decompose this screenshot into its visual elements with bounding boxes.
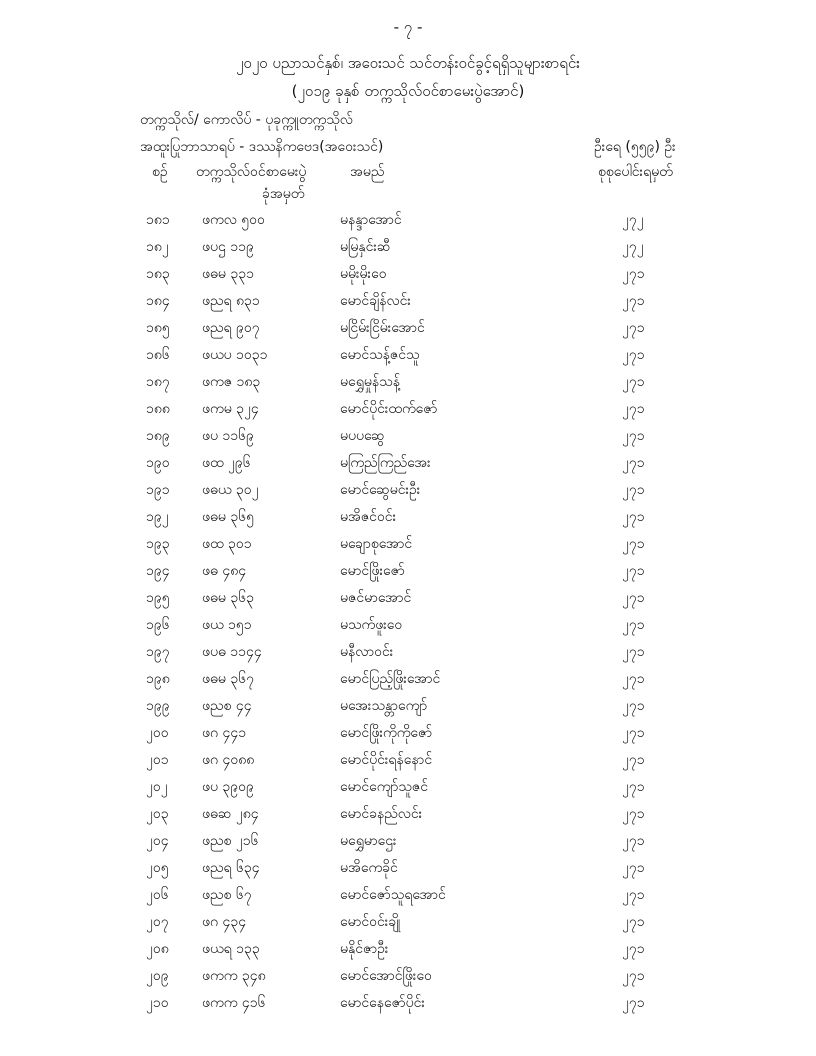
cell-serial: ၂၀၃	[146, 806, 169, 822]
table-row	[0, 854, 816, 881]
cell-exam-id: ဖပ ၁၁၆၉	[202, 428, 254, 444]
table-row	[0, 395, 816, 422]
cell-name: မောင်ပိုင်းထက်ဇော်	[340, 401, 438, 417]
cell-serial: ၂၀၂	[146, 779, 168, 795]
table-row	[0, 962, 816, 989]
cell-marks: ၂၇၁	[622, 995, 645, 1011]
cell-name: မောင်နေဇော်ပိုင်း	[340, 995, 425, 1011]
cell-marks: ၂၇၁	[622, 941, 645, 957]
cell-exam-id: ဖညစ ၂၁၆	[202, 833, 259, 849]
cell-name: မောင်ဆွေမင်းဦး	[340, 482, 421, 498]
cell-exam-id: ဖကလ ၅၀၀	[202, 212, 265, 228]
cell-marks: ၂၇၁	[622, 806, 645, 822]
cell-exam-id: ဖဓ ၄၈၄	[202, 563, 247, 579]
cell-name: မရွှေမာဌေး	[340, 833, 397, 849]
cell-exam-id: ဖညစ ၄၄	[202, 698, 252, 714]
cell-exam-id: ဖဓမ ၃၆၃	[202, 590, 254, 606]
cell-serial: ၁၉၂	[146, 509, 169, 525]
cell-name: မောင်ပြည့်ဖြိုးအောင်	[340, 671, 441, 687]
cell-exam-id: ဖယ ၁၅၁	[202, 617, 252, 633]
document-title: ၂၀၂၀ ပညာသင်နှစ်၊ အဝေးသင် သင်တန်းဝင်ခွင့်ရရှိသူများစာရင်း	[236, 54, 580, 72]
cell-name: မမြနှင်းဆီ	[340, 239, 391, 255]
cell-serial: ၁၈၅	[146, 320, 170, 336]
cell-name: မပပဆွေ	[340, 428, 385, 444]
cell-name: မအေးသန္တာကျော်	[340, 698, 428, 714]
cell-marks: ၂၇၁	[622, 887, 645, 903]
cell-exam-id: ဖကမ ၃၂၄	[202, 401, 259, 417]
cell-serial: ၂၀၇	[146, 914, 169, 930]
cell-serial: ၁၉၁	[146, 482, 170, 498]
cell-marks: ၂၇၁	[622, 833, 645, 849]
cell-name: မသက်ဖူးဝေ	[340, 617, 403, 633]
cell-name: မငြိမ်းငြိမ်းအောင်	[340, 320, 425, 336]
cell-marks: ၂၇၁	[622, 698, 645, 714]
cell-name: မမိုးမိုးဝေ	[340, 266, 387, 282]
cell-serial: ၁၈၆	[146, 347, 170, 363]
table-row	[0, 692, 816, 719]
cell-marks: ၂၇၁	[622, 617, 645, 633]
cell-exam-id: ဖညရ ၆၃၄	[202, 860, 260, 876]
major-label: အထူးပြုဘာသာရပ် - ဒဿနိကဗေဒ(အဝေးသင်)	[140, 139, 384, 155]
cell-name: မနီလာဝင်း	[340, 644, 394, 660]
cell-name: မောင်ခနည်လင်း	[340, 806, 423, 822]
cell-name: မောင်သန့်ဇင်သူ	[340, 347, 420, 363]
cell-name: မနန္ဒာအောင်	[340, 212, 402, 228]
cell-marks: ၂၇၁	[622, 860, 645, 876]
cell-name: မချောစုအောင်	[340, 536, 413, 552]
header-total-marks: စုစုပေါင်းရမှတ်	[598, 164, 673, 180]
cell-marks: ၂၇၁	[622, 590, 645, 606]
table-row	[0, 719, 816, 746]
table-row	[0, 503, 816, 530]
cell-marks: ၂၇၁	[622, 563, 645, 579]
cell-name: မောင်ဖြိုးဇော်	[340, 563, 405, 579]
cell-exam-id: ဖပ ၃၉၀၉	[202, 779, 254, 795]
header-serial: စဉ်	[152, 164, 168, 180]
cell-serial: ၂၀၅	[146, 860, 169, 876]
cell-name: မောင်အောင်ဖြိုးဝေ	[340, 968, 432, 984]
cell-name: မရွှေမှုန်သန့်	[340, 374, 400, 390]
cell-exam-id: ဖကက ၃၄၈	[202, 968, 266, 984]
cell-exam-id: ဖညစ ၆၇	[202, 887, 252, 903]
cell-serial: ၁၈၃	[146, 266, 170, 282]
cell-exam-id: ဖထ ၂၉၆	[202, 455, 251, 471]
cell-serial: ၁၉၅	[146, 590, 170, 606]
cell-serial: ၁၈၄	[146, 293, 170, 309]
cell-name: မဇင်မာအောင်	[340, 590, 412, 606]
cell-exam-id: ဖဂ ၄၃၄	[202, 914, 247, 930]
total-count-label: ဦးရေ (၅၅၉) ဦး	[594, 139, 676, 155]
cell-serial: ၂၀၉	[146, 968, 169, 984]
cell-name: မောင်ဇော်သူရအောင်	[340, 887, 446, 903]
table-row	[0, 908, 816, 935]
table-row	[0, 449, 816, 476]
cell-exam-id: ဖထ ၃၀၁	[202, 536, 252, 552]
cell-serial: ၁၉၇	[146, 644, 170, 660]
cell-exam-id: ဖဓယ ၃၀၂	[202, 482, 259, 498]
table-row	[0, 557, 816, 584]
table-row	[0, 638, 816, 665]
table-row	[0, 206, 816, 233]
cell-marks: ၂၇၁	[622, 536, 645, 552]
header-exam-id: တက္ကသိုလ်ဝင်စာမေးပွဲ	[196, 164, 307, 180]
header-exam-id-sub: ခုံအမှတ်	[262, 186, 305, 202]
cell-serial: ၁၉၆	[146, 617, 170, 633]
cell-marks: ၂၇၁	[622, 725, 645, 741]
table-row	[0, 935, 816, 962]
cell-serial: ၁၉၃	[146, 536, 170, 552]
cell-exam-id: ဖဓမ ၃၆၇	[202, 671, 254, 687]
table-row	[0, 773, 816, 800]
cell-marks: ၂၇၁	[622, 482, 645, 498]
cell-serial: ၁၈၇	[146, 374, 170, 390]
table-row	[0, 881, 816, 908]
cell-exam-id: ဖဓမ ၃၃၁	[202, 266, 254, 282]
table-row	[0, 827, 816, 854]
cell-marks: ၂၇၁	[622, 293, 645, 309]
cell-serial: ၂၀၆	[146, 887, 169, 903]
cell-exam-id: ဖပဓ ၁၁၄၄	[202, 644, 262, 660]
cell-marks: ၂၇၁	[622, 644, 645, 660]
cell-name: မောင်ပိုင်းရန်နောင်	[340, 752, 433, 768]
cell-marks: ၂၇၁	[622, 509, 645, 525]
cell-marks: ၂၇၁	[622, 752, 645, 768]
table-row	[0, 800, 816, 827]
university-label: တက္ကသိုလ်/ ကောလိပ် - ပုခုက္ကူတက္ကသိုလ်	[140, 112, 353, 128]
cell-name: မောင်ဖြိုးကိုကိုဇော်	[340, 725, 433, 741]
cell-name: မနိုင်ဇာဦး	[340, 941, 389, 957]
table-row	[0, 422, 816, 449]
table-row	[0, 476, 816, 503]
cell-serial: ၁၈၉	[146, 428, 170, 444]
cell-exam-id: ဖယပ ၁၀၃၁	[202, 347, 268, 363]
table-row	[0, 665, 816, 692]
cell-marks: ၂၇၁	[622, 347, 645, 363]
table-row	[0, 989, 816, 1016]
cell-marks: ၂၇၂	[622, 212, 644, 228]
table-row	[0, 287, 816, 314]
cell-marks: ၂၇၁	[622, 320, 645, 336]
cell-exam-id: ဖကက ၄၁၆	[202, 995, 266, 1011]
cell-serial: ၁၉၀	[146, 455, 170, 471]
cell-marks: ၂၇၁	[622, 428, 645, 444]
student-list	[0, 206, 816, 1016]
table-row	[0, 314, 816, 341]
cell-marks: ၂၇၁	[622, 266, 645, 282]
cell-serial: ၁၈၈	[146, 401, 170, 417]
cell-serial: ၂၀၁	[146, 752, 169, 768]
cell-serial: ၁၈၂	[146, 239, 169, 255]
cell-marks: ၂၇၁	[622, 914, 645, 930]
cell-serial: ၁၉၄	[146, 563, 170, 579]
cell-serial: ၁၉၈	[146, 671, 170, 687]
cell-serial: ၂၀၈	[146, 941, 169, 957]
cell-marks: ၂၇၁	[622, 779, 645, 795]
cell-serial: ၁၉၉	[146, 698, 170, 714]
cell-exam-id: ဖကဇ ၁၈၃	[202, 374, 261, 390]
header-name: အမည်	[350, 164, 385, 180]
cell-exam-id: ဖဓဆ ၂၈၄	[202, 806, 259, 822]
table-row	[0, 611, 816, 638]
cell-serial: ၂၀၄	[146, 833, 169, 849]
cell-exam-id: ဖညရ ၉၀၇	[202, 320, 260, 336]
cell-marks: ၂၇၁	[622, 401, 645, 417]
table-row	[0, 530, 816, 557]
document-subtitle: (၂၀၁၉ ခုနှစ် တက္ကသိုလ်ဝင်စာမေးပွဲအောင်)	[291, 82, 525, 100]
cell-name: မောင်ဝင်းချို	[340, 914, 401, 930]
table-row	[0, 341, 816, 368]
cell-marks: ၂၇၁	[622, 671, 645, 687]
cell-marks: ၂၇၁	[622, 968, 645, 984]
table-row	[0, 584, 816, 611]
cell-name: မောင်ကျော်သူဇင်	[340, 779, 429, 795]
cell-exam-id: ဖဂ ၄၀၈၈	[202, 752, 255, 768]
cell-name: မအိကေခိုင်	[340, 860, 398, 876]
cell-name: မကြည်ကြည်အေး	[340, 455, 431, 471]
cell-name: မအိဇင်ဝင်း	[340, 509, 397, 525]
cell-name: မောင်ချိန်လင်း	[340, 293, 411, 309]
table-row	[0, 746, 816, 773]
cell-exam-id: ဖဂ ၄၄၁	[202, 725, 247, 741]
cell-exam-id: ဖပဌ ၁၁၉	[202, 239, 254, 255]
cell-marks: ၂၇၂	[622, 239, 644, 255]
cell-exam-id: ဖဓမ ၃၆၅	[202, 509, 254, 525]
page-number: - ၇ -	[393, 18, 423, 36]
cell-serial: ၂၁၀	[146, 995, 169, 1011]
cell-exam-id: ဖညရ ၈၃၁	[202, 293, 260, 309]
cell-serial: ၁၈၁	[146, 212, 170, 228]
table-row	[0, 260, 816, 287]
table-row	[0, 368, 816, 395]
cell-serial: ၂၀၀	[146, 725, 169, 741]
cell-marks: ၂၇၁	[622, 374, 645, 390]
cell-marks: ၂၇၁	[622, 455, 645, 471]
table-row	[0, 233, 816, 260]
cell-exam-id: ဖယရ ၁၃၃	[202, 941, 260, 957]
